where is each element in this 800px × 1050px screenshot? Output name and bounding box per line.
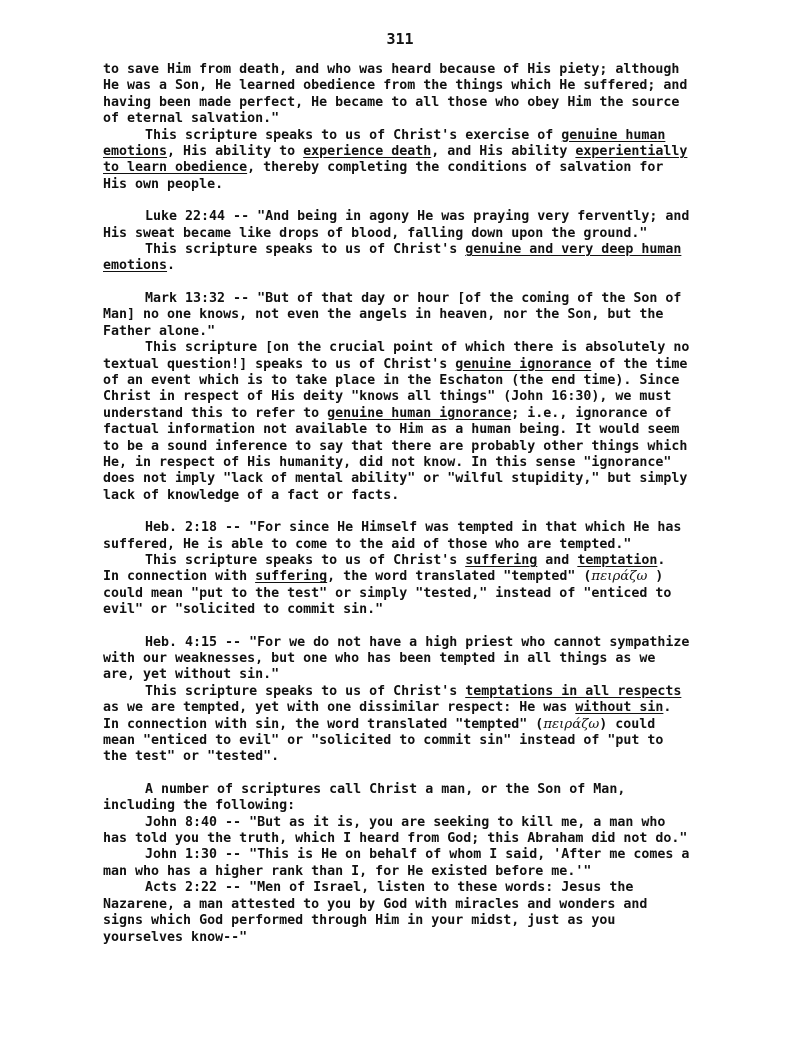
text-run: . (657, 552, 666, 568)
text-line: suffered, He is able to come to the aid of those who are tempted." (103, 536, 632, 552)
text-run: This scripture speaks to us of Christ's (145, 242, 466, 258)
text-line: signs which God performed through Him in your midst, just as you (103, 913, 616, 929)
paragraph-hebrews-5-quote-end (103, 62, 743, 128)
paragraph-hebrews-4-15 (103, 635, 743, 766)
underlined-phrase: experientially (575, 144, 688, 160)
text-line (103, 128, 743, 144)
text-line (103, 684, 743, 700)
text-line: man who has a higher rank than I, for He existed before me.'" (103, 863, 592, 879)
text-line (103, 717, 743, 733)
text-run: of the time (591, 356, 688, 372)
text-line: Father alone." (103, 323, 216, 339)
underlined-phrase: emotions (103, 258, 168, 274)
text-line: He was a Son, He learned obedience from the things which He suffered; and (103, 78, 688, 94)
text-line: Heb. 2:18 -- "For since He Himself was tempted in that which He has (145, 520, 682, 536)
underlined-phrase: suffering (255, 569, 328, 585)
text-line: does not imply "lack of mental ability" or "wilful stupidity," but simply (103, 471, 688, 487)
underlined-phrase: genuine ignorance (455, 356, 592, 372)
paragraph-mark-13-32 (103, 291, 743, 504)
underlined-phrase: to learn obedience (103, 160, 248, 176)
underlined-phrase: without sin (575, 700, 664, 716)
text-run: This scripture speaks to us of Christ's (145, 552, 466, 568)
underlined-phrase: experience death (303, 144, 432, 160)
text-line: evil" or "solicited to commit sin." (103, 602, 384, 618)
text-line (103, 242, 743, 258)
text-line (103, 357, 743, 373)
text-line: to be a sound inference to say that there are probably other things which (103, 438, 688, 454)
text-run: ) (647, 569, 664, 585)
text-line: Heb. 4:15 -- "For we do not have a high priest who cannot sympathize (145, 634, 690, 650)
text-line: lack of knowledge of a fact or facts. (103, 487, 400, 503)
text-line (103, 700, 743, 716)
text-run: , and His ability (431, 144, 576, 160)
text-line (103, 406, 743, 422)
text-line: yourselves know--" (103, 929, 248, 945)
text-run: This scripture speaks to us of Christ's (145, 683, 466, 699)
text-run: as we are tempted, yet with one dissimilar respect: He was (103, 700, 576, 716)
text-run: and (537, 552, 578, 568)
underlined-phrase: genuine human ignorance (327, 405, 512, 421)
text-line: Christ in respect of His deity "knows all things" (John 16:30), we must (103, 389, 672, 405)
text-run: understand this to refer to (103, 405, 328, 421)
text-run: , the word translated "tempted" ( (327, 569, 592, 585)
text-line (103, 144, 743, 160)
text-line: are, yet without sin." (103, 667, 280, 683)
text-run: This scripture speaks to us of Christ's exercise of (145, 127, 562, 143)
underlined-phrase: emotions (103, 144, 168, 160)
text-line: with our weaknesses, but one who has been tempted in all things as we (103, 651, 656, 666)
text-line: John 8:40 -- "But as it is, you are seeking to kill me, a man who (145, 814, 666, 830)
page-number: 311 (386, 30, 414, 48)
text-line (103, 553, 743, 569)
text-line: His own people. (103, 176, 224, 192)
page-body (103, 62, 743, 946)
text-run: textual question!] speaks to us of Christ's (103, 356, 456, 372)
text-line: Acts 2:22 -- "Men of Israel, listen to these words: Jesus the (145, 880, 634, 896)
text-line (103, 258, 743, 274)
text-line: having been made perfect, He became to all those who obey Him the source (103, 94, 680, 110)
text-line: He, in respect of His humanity, did not know. In this sense "ignorance" (103, 454, 672, 470)
underlined-phrase: genuine and very deep human (465, 242, 682, 258)
text-line: to save Him from death, and who was heard because of His piety; although (103, 62, 680, 77)
text-line: could mean "put to the test" or simply "tested," instead of "enticed to (103, 585, 672, 601)
text-run: . (663, 700, 672, 716)
text-line: Man] no one knows, not even the angels in heaven, nor the Son, but the (103, 307, 664, 323)
text-line: Luke 22:44 -- "And being in agony He was praying very fervently; and (145, 209, 690, 225)
text-line: including the following: (103, 798, 296, 814)
text-line: This scripture [on the crucial point of which there is absolutely no (145, 340, 690, 356)
text-run: ) could (599, 716, 656, 732)
text-line: the test" or "tested". (103, 749, 280, 765)
underlined-phrase: temptations in all respects (465, 683, 682, 699)
text-run: . (167, 258, 176, 274)
text-run: , thereby completing the conditions of salvation for (247, 160, 664, 176)
paragraph-luke-22-44 (103, 209, 743, 275)
underlined-phrase: suffering (465, 552, 538, 568)
text-line: John 1:30 -- "This is He on behalf of whom I said, 'After me comes a (145, 847, 690, 863)
paragraph-son-of-man-scriptures (103, 782, 743, 946)
text-line: Nazarene, a man attested to you by God with miracles and wonders and (103, 896, 648, 912)
text-line: Mark 13:32 -- "But of that day or hour [of the coming of the Son of (145, 290, 682, 306)
text-line: of an event which is to take place in the Eschaton (the end time). Since (103, 372, 680, 388)
underlined-phrase: genuine human (561, 127, 666, 143)
text-line (103, 569, 743, 585)
text-run: , His ability to (167, 144, 304, 160)
text-line: factual information not available to Him as a human being. It would seem (103, 422, 680, 438)
underlined-phrase: temptation (577, 552, 658, 568)
greek-word: πειράζω (543, 716, 600, 732)
text-line: mean "enticed to evil" or "solicited to commit sin" instead of "put to (103, 733, 664, 749)
text-line: has told you the truth, which I heard from God; this Abraham did not do." (103, 831, 688, 847)
greek-word: πειράζω (591, 569, 648, 585)
text-run: In connection with (103, 569, 256, 585)
text-line (103, 160, 743, 176)
text-line: A number of scriptures call Christ a man, or the Son of Man, (145, 781, 626, 797)
paragraph-hebrews-2-18 (103, 520, 743, 618)
text-line: of eternal salvation." (103, 111, 280, 127)
paragraph-commentary-emotions (103, 128, 743, 194)
text-line: His sweat became like drops of blood, falling down upon the ground." (103, 225, 648, 241)
text-run: ; i.e., ignorance of (511, 405, 672, 421)
text-run: In connection with sin, the word translated "tempted" ( (103, 716, 544, 732)
